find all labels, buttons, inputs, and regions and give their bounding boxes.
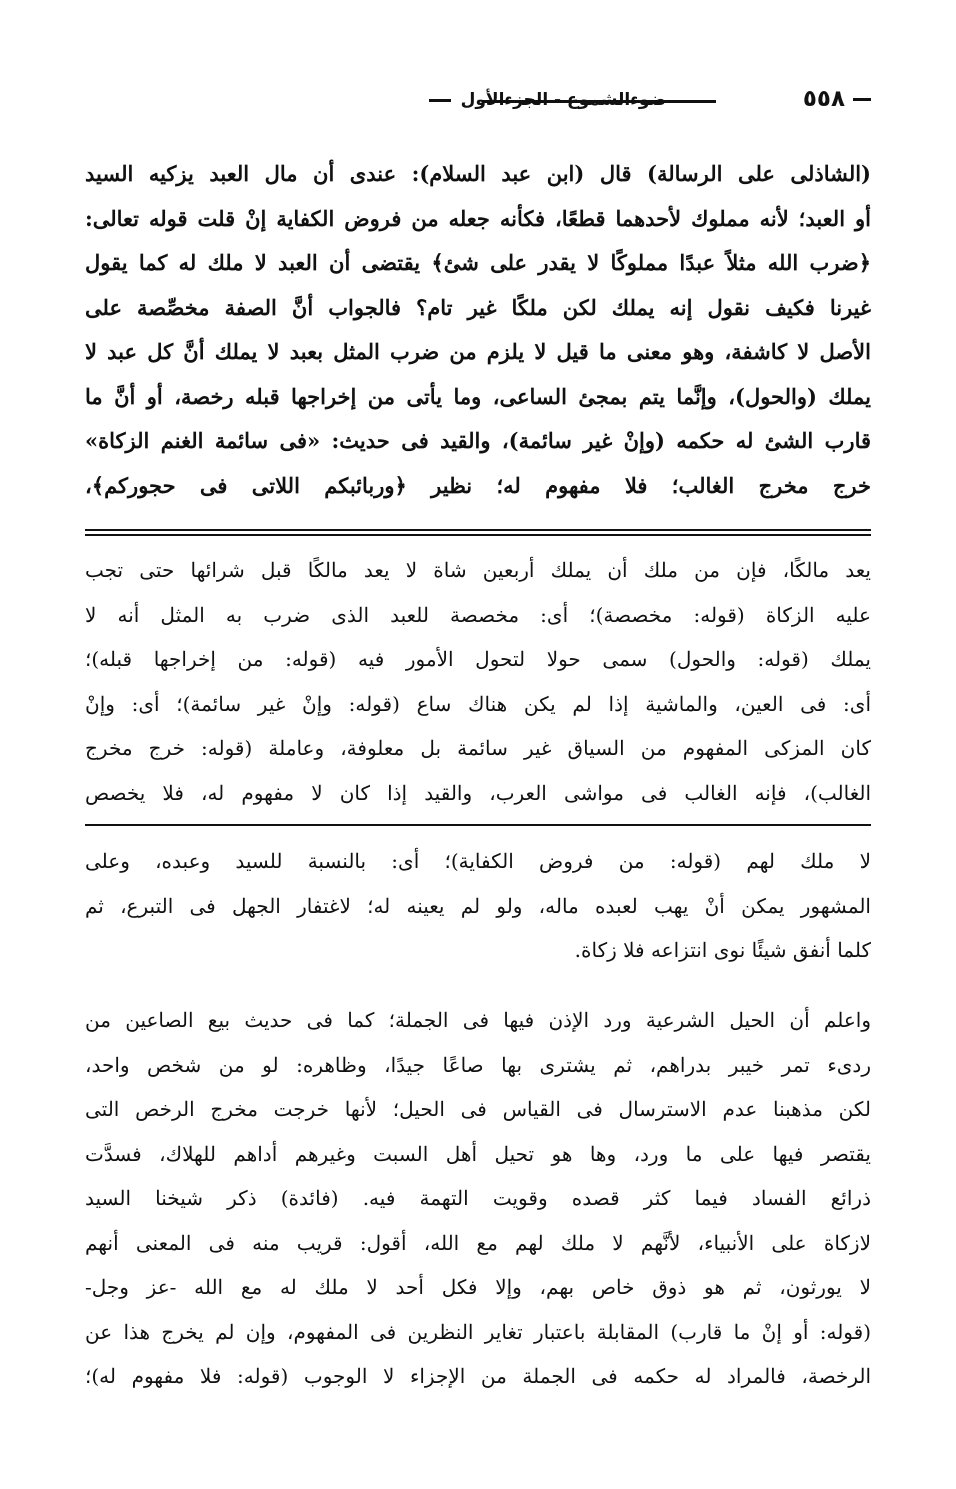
commentary-line: المشهور يمكن أنْ يهب لعبده ماله، ولو لم يعينه له؛ لاغتفار الجهل فى التبرع، ثم xyxy=(85,893,871,918)
commentary-line: ردىء تمر خيبر بدراهم، ثم يشترى بها صاعًا جيدًا، وظاهره: لو من شخص واحد، xyxy=(85,1052,871,1077)
header-dash-right xyxy=(853,98,871,101)
commentary-line: يملك (قوله: والحول) سمى حولا لتحول الأمور فيه (قوله: من إخراجها قبله)؛ xyxy=(85,647,871,671)
separator-double-rule-bottom xyxy=(85,534,871,536)
commentary-line: الرخصة، فالمراد له حكمه فى الجملة من الإجزاء لا الوجوب (قوله: فلا مفهوم له)؛ xyxy=(85,1364,871,1388)
commentary-line: لازكاة على الأنبياء، لأنَّهم لا ملك لهم مع الله، أقول: قريب منه فى المعنى أنهم xyxy=(85,1230,871,1255)
commentary-section-2 xyxy=(85,839,871,973)
main-text-line: الأصل لا كاشفة، وهو معنى ما قيل لا يلزم من ضرب المثل بعبد لا يملك أنَّ كل عبد لا xyxy=(85,339,871,364)
commentary-line: عليه الزكاة (قوله: مخصصة)؛ أى: مخصصة للعبد الذى ضرب به المثل أنه لا xyxy=(85,602,871,627)
commentary-line: الغالب)، فإنه الغالب فى مواشى العرب، والقيد إذا كان لا مفهوم له، فلا يخصص xyxy=(85,780,871,805)
commentary-line: لا يورثون، ثم هو ذوق خاص بهم، وإلا فكل أحد لا ملك له مع الله -عز وجل- xyxy=(85,1275,871,1299)
commentary-line: كلما أنفق شيئًا نوى انتزاعه فلا زكاة. xyxy=(574,938,871,962)
main-text xyxy=(85,152,871,508)
commentary-line: يعد مالكًا، فإن من ملك أن يملك أربعين شاة لا يعد مالكًا قبل شرائها حتى تجب xyxy=(85,558,871,582)
main-text-line: يملك (والحول)، وإنَّما يتم بمجئ الساعى، وما يأتى من إخراجها قبله رخصة، أو أنَّ ما xyxy=(85,383,871,409)
running-header xyxy=(85,86,871,126)
commentary-line: ذرائع الفساد فيما كثر قصده وقويت التهمة فيه. (فائدة) ذكر شيخنا السيد xyxy=(85,1186,871,1210)
commentary-line: أى: فى العين، والماشية إذا لم يكن هناك ساع (قوله: وإنْ غير سائمة)؛ أى: وإنْ xyxy=(85,691,871,716)
commentary-line: كان المزكى المفهوم من السياق غير سائمة بل معلوفة، وعاملة (قوله: خرج مخرج xyxy=(85,736,871,760)
commentary-line: (قوله: أو إنْ ما قارب) المقابلة باعتبار تغاير النظرين فى المفهوم، وإن لم يخرج هذا عن xyxy=(85,1319,871,1344)
separator-double-rule-top xyxy=(85,529,871,531)
commentary-line: لكن مذهبنا عدم الاسترسال فى القياس فى الحيل؛ لأنها خرجت مخرج الرخص التى xyxy=(85,1097,871,1121)
main-text-line: (الشاذلى على الرسالة) قال (ابن عبد السلام): عندى أن مال العبد يزكيه السيد xyxy=(85,161,871,186)
running-title xyxy=(429,90,666,110)
commentary-section-3 xyxy=(85,998,871,1399)
commentary-section-1 xyxy=(85,548,871,815)
commentary-line: واعلم أن الحيل الشرعية ورد الإذن فيها فى الجملة؛ كما فى حديث بيع الصاعين من xyxy=(85,1008,871,1032)
separator-rule xyxy=(85,824,871,826)
main-text-line: أو العبد؛ لأنه مملوك لأحدهما قطعًا، فكأنه جعله من فروض الكفاية إنْ قلت قوله تعالى: xyxy=(85,205,871,231)
page-number xyxy=(803,86,871,112)
page-number-text: ٥٥٨ xyxy=(802,86,845,112)
header-dash-left xyxy=(429,99,451,102)
main-text-line: قارب الشئ له حكمه (وإنْ غير سائمة)، والقيد فى حديث: «فى سائمة الغنم الزكاة» xyxy=(85,428,871,453)
running-title-text: ضوءالشموع - الجزءالأول xyxy=(460,90,666,110)
main-text-line: غيرنا فكيف نقول إنه يملك لكن ملكًا غير تام؟ فالجواب أنَّ الصفة مخصِّصة على xyxy=(85,294,871,320)
main-text-line: ﴿ضرب الله مثلاً عبدًا مملوكًا لا يقدر على شئ﴾ يقتضى أن العبد لا ملك له كما يقول xyxy=(85,250,871,275)
commentary-line: يقتصر فيها على ما ورد، وها هو تحيل أهل السبت وغيرهم أداهم للهلاك، فسدَّت xyxy=(85,1141,871,1166)
main-text-line: خرج مخرج الغالب؛ فلا مفهوم له؛ نظير ﴿وربائبكم اللاتى فى حجوركم﴾، xyxy=(85,472,871,498)
commentary-line: لا ملك لهم (قوله: من فروض الكفاية)؛ أى: بالنسبة للسيد وعبده، وعلى xyxy=(85,849,871,873)
